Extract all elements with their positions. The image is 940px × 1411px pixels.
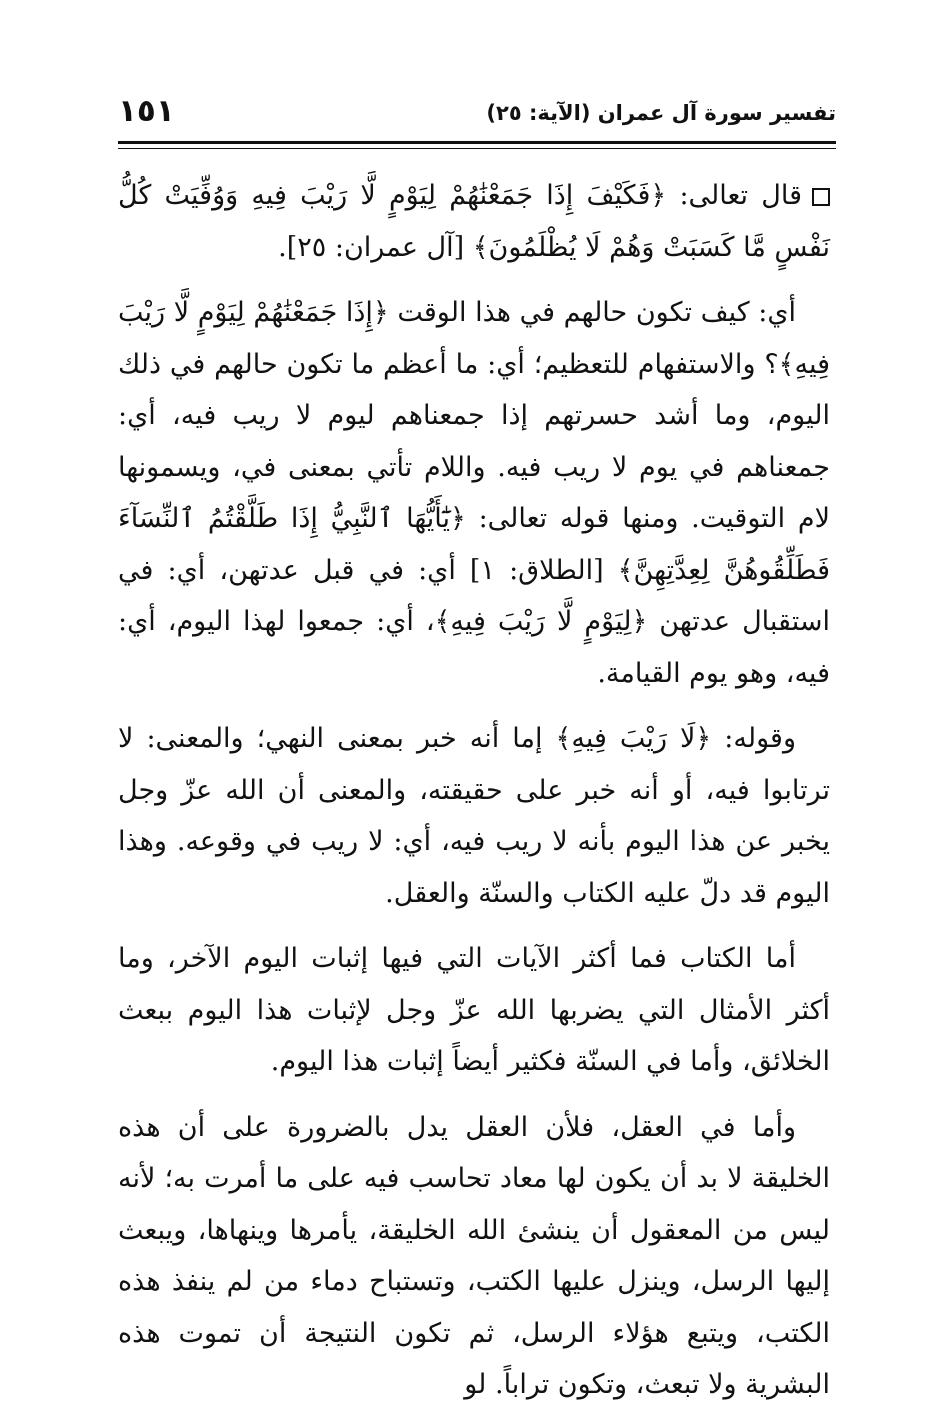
running-title: تفسير سورة آل عمران (الآية: ٢٥) [486,101,836,125]
header-rule-thin [118,148,836,149]
commentary-paragraph: وقوله: ﴿لَا رَيْبَ فِيهِ﴾ إما أنه خبر بمعنى النهي؛ والمعنى: لا ترتابوا فيه، أو أنه خبر على حقيقته، والمعنى أن الله عزّ وجل يخبر عن هذا اليوم بأنه لا ريب فيه، أي: لا ريب في وقوعه. وهذا اليوم قد دلّ عليه الكتاب والسنّة والعقل. [118,723,830,909]
paragraph-gap [118,1088,830,1102]
verse-text: قال تعالى: ﴿فَكَيْفَ إِذَا جَمَعْنَٰهُمْ لِيَوْمٍ لَّا رَيْبَ فِيهِ وَوُفِّيَتْ كُلُّ نَفْسٍ مَّا كَسَبَتْ وَهُمْ لَا يُظْلَمُونَ﴾ [آل عمران: ٢٥]. [118,180,830,263]
commentary-paragraph: أي: كيف تكون حالهم في هذا الوقت ﴿إِذَا جَمَعْنَٰهُمْ لِيَوْمٍ لَّا رَيْبَ فِيهِ﴾؟ والاستفهام للتعظيم؛ أي: ما أعظم ما تكون حالهم في ذلك اليوم، وما أشد حسرتهم إذا جمعناهم ليوم لا ريب فيه، أي: جمعناهم في يوم لا ريب فيه. واللام تأتي بمعنى في، ويسمونها لام التوقيت. ومنها قوله تعالى: ﴿يَٰٓأَيُّهَا ٱلنَّبِيُّ إِذَا طَلَّقْتُمُ ٱلنِّسَآءَ فَطَلِّقُوهُنَّ لِعِدَّتِهِنَّ﴾ [الطلاق: ١] أي: في قبل عدتهن، أي: في استقبال عدتهن ﴿لِيَوْمٍ لَّا رَيْبَ فِيهِ﴾، أي: جمعوا لهذا اليوم، أي: فيه، وهو يوم القيامة. [118,297,830,689]
square-bullet-icon [812,188,830,206]
commentary-paragraph: أما الكتاب فما أكثر الآيات التي فيها إثبات اليوم الآخر، وما أكثر الأمثال التي يضربها الله عزّ وجل لإثبات هذا اليوم ببعث الخلائق، وأما في السنّة فكثير أيضاً إثبات هذا اليوم. [118,943,830,1077]
header-rule-thick [118,141,836,144]
page-header [118,92,836,138]
commentary-paragraph: وأما في العقل، فلأن العقل يدل بالضرورة على أن هذه الخليقة لا بد أن يكون لها معاد تحاسب فيه على ما أمرت به؛ لأنه ليس من المعقول أن ينشئ الله الخليقة، يأمرها وينهاها، ويبعث إليها الرسل، وينزل عليها الكتب، وتستباح دماء من لم ينفذ هذه الكتب، ويتبع هؤلاء الرسل، ثم تكون النتيجة أن تموت هذه البشرية ولا تبعث، وتكون تراباً. لو [118,1111,830,1400]
paragraph-gap [118,273,830,287]
paragraph-gap [118,919,830,933]
paragraph-gap [118,699,830,713]
verse-paragraph [118,170,830,273]
page-body [118,170,830,1411]
page-number: ١٥١ [118,93,175,129]
